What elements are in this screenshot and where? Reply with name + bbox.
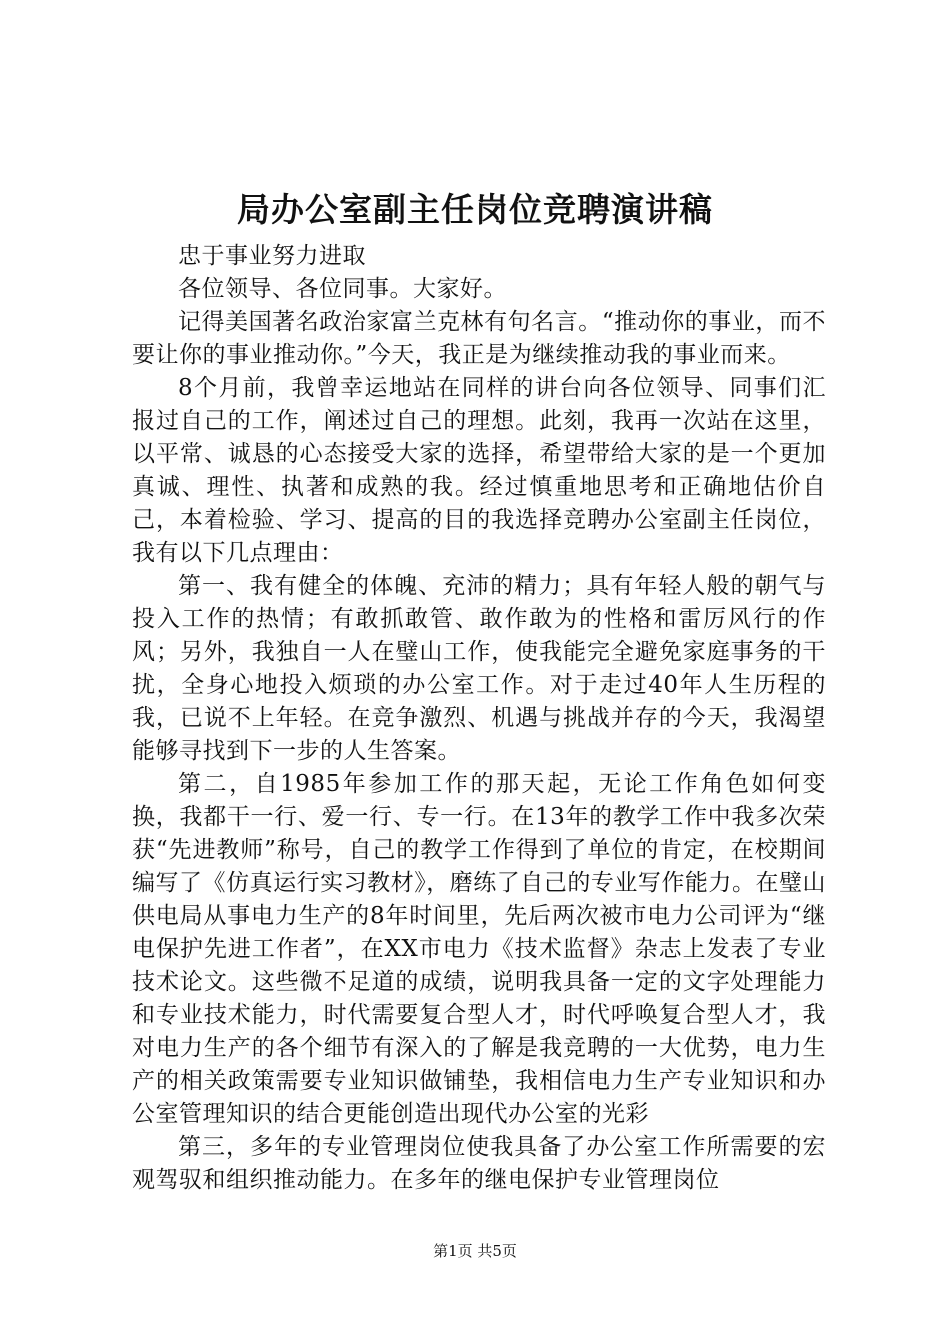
paragraph-quote: 记得美国著名政治家富兰克林有句名言。“推动你的事业，而不要让你的事业推动你。”今天，我正是为继续推动我的事业而来。	[132, 309, 826, 368]
paragraph-reason-2: 第二，自1985年参加工作的那天起，无论工作角色如何变换，我都干一行、爱一行、专一行。在13年的教学工作中我多次荣获“先进教师”称号，自己的教学工作得到了单位的肯定，在校期间编写了《仿真运行实习教材》，磨练了自己的专业写作能力。在璧山供电局从事电力生产的8年时间里，先后两次被市电力公司评为“继电保护先进工作者”，在XX市电力《技术监督》杂志上发表了专业技术论文。这些微不足道的成绩，说明我具备一定的文字处理能力和专业技术能力，时代需要复合型人才，时代呼唤复合型人才，我对电力生产的各个细节有深入的了解是我竞聘的一大优势，电力生产的相关政策需要专业知识做铺垫，我相信电力生产专业知识和办公室管理知识的结合更能创造出现代办公室的光彩	[132, 771, 826, 1127]
paragraph-greeting: 各位领导、各位同事。大家好。	[178, 276, 507, 302]
paragraph-subtitle: 忠于事业努力进取	[178, 243, 366, 269]
document-body	[132, 240, 826, 1197]
document-title: 局办公室副主任岗位竞聘演讲稿	[237, 190, 713, 229]
paragraph-reason-1: 第一、我有健全的体魄、充沛的精力；具有年轻人般的朝气与投入工作的热情；有敢抓敢管、敢作敢为的性格和雷厉风行的作风；另外，我独自一人在璧山工作，使我能完全避免家庭事务的干扰，全身心地投入烦琐的办公室工作。对于走过40年人生历程的我，已说不上年轻。在竞争激烈、机遇与挑战并存的今天，我渴望能够寻找到下一步的人生答案。	[132, 573, 826, 764]
paragraph-intro: 8个月前，我曾幸运地站在同样的讲台向各位领导、同事们汇报过自己的工作，阐述过自己的理想。此刻，我再一次站在这里，以平常、诚恳的心态接受大家的选择，希望带给大家的是一个更加真诚、理性、执著和成熟的我。经过慎重地思考和正确地估价自己，本着检验、学习、提高的目的我选择竞聘办公室副主任岗位，我有以下几点理由：	[132, 375, 826, 566]
page-number-footer: 第1页 共5页	[433, 1242, 517, 1260]
paragraph-reason-3: 第三，多年的专业管理岗位使我具备了办公室工作所需要的宏观驾驭和组织推动能力。在多年的继电保护专业管理岗位	[132, 1134, 826, 1193]
